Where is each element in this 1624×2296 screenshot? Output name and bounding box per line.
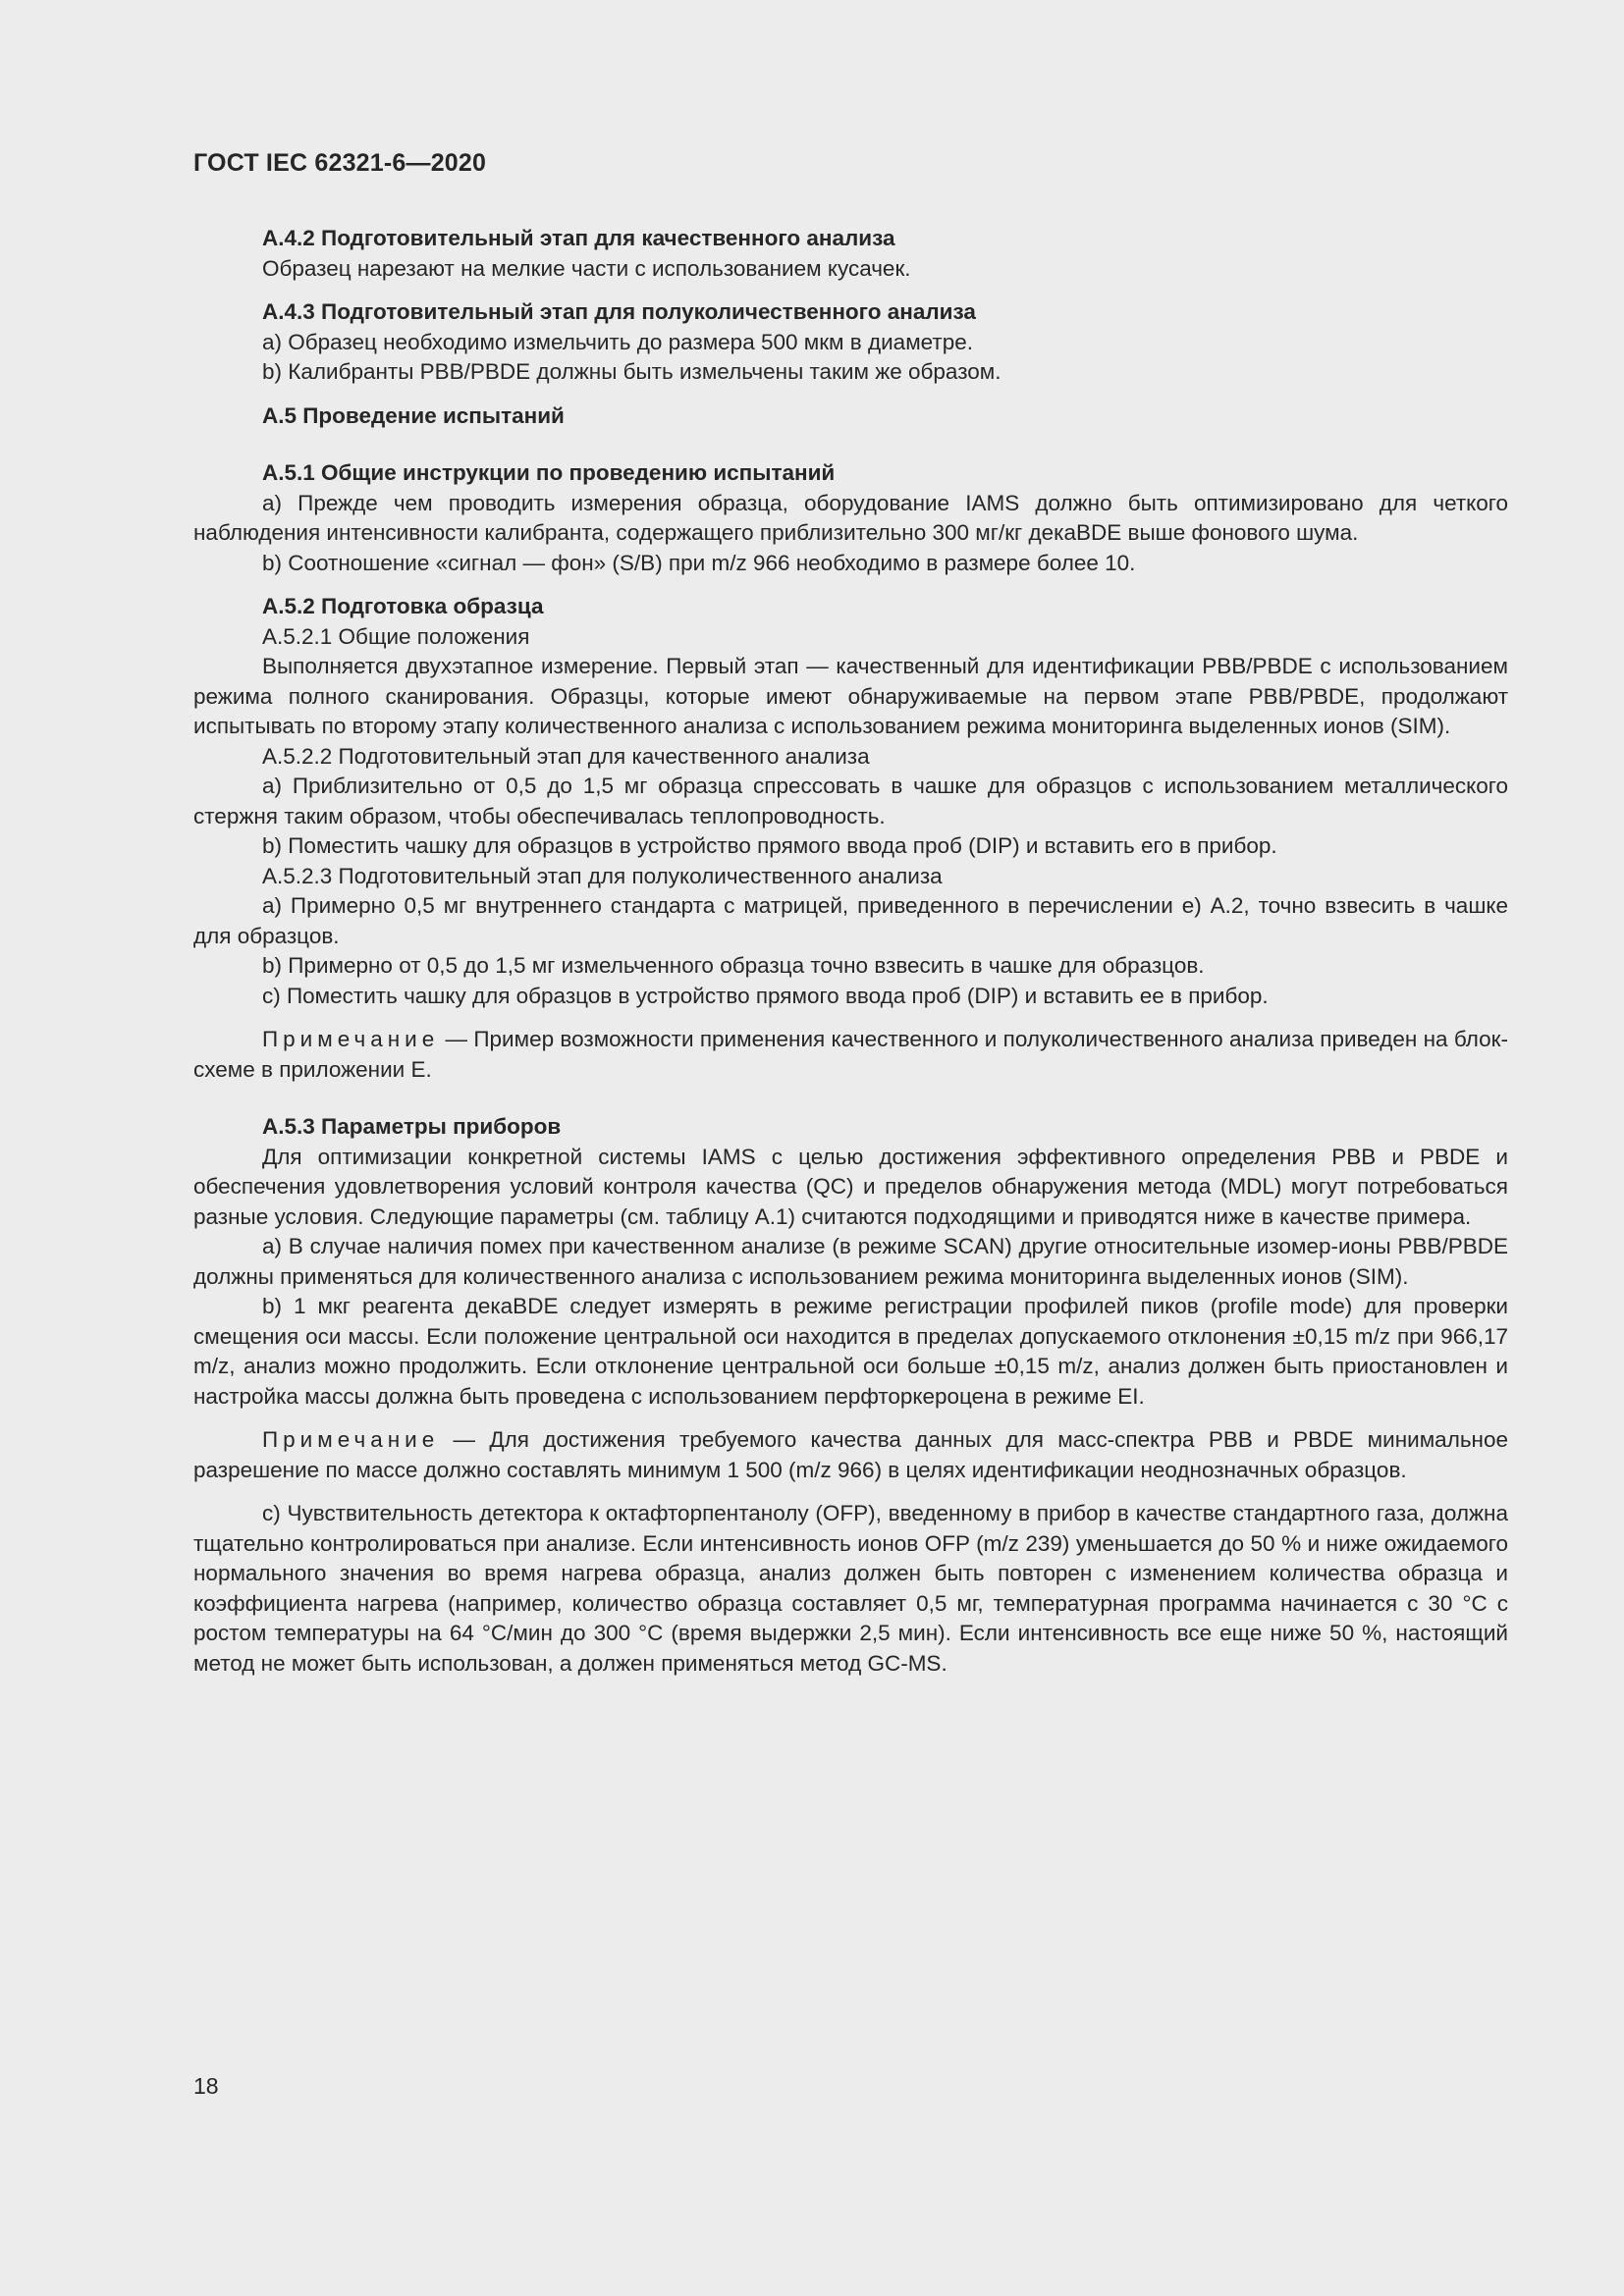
section-a522-item-b: b) Поместить чашку для образцов в устройство прямого ввода проб (DIP) и вставить его в прибор. — [262, 833, 1277, 858]
section-a523-title: А.5.2.3 Подготовительный этап для полуколичественного анализа — [262, 863, 943, 888]
section-a523-item-c: с) Поместить чашку для образцов в устройство прямого ввода проб (DIP) и вставить ее в прибор. — [262, 983, 1269, 1008]
note-2-label: Примечание — [262, 1427, 440, 1452]
section-a523-item-b: b) Примерно от 0,5 до 1,5 мг измельченного образца точно взвесить в чашке для образцов. — [262, 953, 1205, 978]
section-a52-title: А.5.2 Подготовка образца — [262, 594, 544, 618]
section-a53-item-a: а) В случае наличия помех при качественном анализе (в режиме SCAN) другие относительные изомер-ионы PBB/PBDE должны применяться для количественного анализа с использованием режима мониторинга выделенных ионов (SIM). — [193, 1234, 1508, 1289]
section-a5-title: А.5 Проведение испытаний — [262, 402, 565, 428]
section-a53-item-b: b) 1 мкг реагента декаBDE следует измерять в режиме регистрации профилей пиков (profile mode) для проверки смещения оси массы. Если положение центральной оси находится в пределах допускаемого отклонения ±0,15 m/z при 966,17 m/z, анализ можно продолжить. Если отклонение центральной оси больше ±0,15 m/z, анализ должен быть приостановлен и настройка массы должна быть проведена с использованием перфторкероцена в режиме EI. — [193, 1294, 1508, 1409]
section-a53-title: А.5.3 Параметры приборов — [262, 1114, 562, 1139]
section-a43-title: А.4.3 Подготовительный этап для полуколичественного анализа — [262, 299, 976, 324]
section-a53-text: Для оптимизации конкретной системы IAMS с целью достижения эффективного определения PBB и PBDE и обеспечения удовлетворения условий контроля качества (QC) и пределов обнаружения метода (MDL) могут потребоваться разные условия. Следующие параметры (см. таблицу А.1) считаются подходящими и приводятся ниже в качестве примера. — [193, 1144, 1508, 1229]
note-2-text: — Для достижения требуемого качества данных для масс-спектра PBB и PBDE минимальное разрешение по массе должно составлять минимум 1 500 (m/z 966) в целях идентификации неоднозначных образцов. — [193, 1427, 1508, 1482]
section-a522-item-a: а) Приблизительно от 0,5 до 1,5 мг образца спрессовать в чашке для образцов с использованием металлического стержня таким образом, чтобы обеспечивалась теплопроводность. — [193, 774, 1508, 828]
note-1-label: Примечание — [262, 1027, 440, 1051]
section-a51-title: А.5.1 Общие инструкции по проведению испытаний — [262, 460, 836, 485]
document-code-header: ГОСТ IEC 62321-6—2020 — [193, 149, 487, 177]
page-number: 18 — [193, 2073, 219, 2099]
note-1 — [193, 1025, 1508, 1085]
section-a42-text: Образец нарезают на мелкие части с использованием кусачек. — [262, 255, 911, 281]
note-2 — [193, 1425, 1508, 1485]
note-1-text: — Пример возможности применения качественного и полуколичественного анализа приведен на блок-схеме в приложении Е. — [193, 1027, 1508, 1082]
section-a42-title: А.4.2 Подготовительный этап для качественного анализа — [262, 226, 895, 250]
section-a43-item-b: b) Калибранты PBB/PBDE должны быть измельчены таким же образом. — [262, 359, 1001, 384]
section-a43-item-a: а) Образец необходимо измельчить до размера 500 мкм в диаметре. — [262, 329, 974, 354]
section-a522-title: А.5.2.2 Подготовительный этап для качественного анализа — [262, 743, 870, 769]
section-a521-text: Выполняется двухэтапное измерение. Первый этап — качественный для идентификации PBB/PBDE с использованием режима полного сканирования. Образцы, которые имеют обнаруживаемые на первом этапе PBB/PBDE, продолжают испытывать по второму этапу количественного анализа с использованием режима мониторинга выделенных ионов (SIM). — [193, 654, 1508, 738]
section-a51-item-a: а) Прежде чем проводить измерения образца, оборудование IAMS должно быть оптимизировано для четкого наблюдения интенсивности калибранта, содержащего приблизительно 300 мг/кг декаBDE выше фонового шума. — [193, 490, 1508, 545]
document-body — [193, 224, 1508, 1679]
section-a521-title: А.5.2.1 Общие положения — [262, 623, 530, 649]
section-a53-item-c: с) Чувствительность детектора к октафторпентанолу (OFP), введенному в прибор в качестве стандартного газа, должна тщательно контролироваться при анализе. Если интенсивность ионов OFP (m/z 239) уменьшается до 50 % и ниже ожидаемого нормального значения во время нагрева образца, анализ должен быть повторен с изменением количества образца и коэффициента нагрева (например, количество образца составляет 0,5 мг, температурная программа начинается с 30 °С с ростом температуры на 64 °С/мин до 300 °С (время выдержки 2,5 мин). Если интенсивность все еще ниже 50 %, настоящий метод не может быть использован, а должен применяться метод GC-MS. — [193, 1501, 1508, 1676]
section-a523-item-a: а) Примерно 0,5 мг внутреннего стандарта с матрицей, приведенного в перечислении е) А.2, точно взвесить в чашке для образцов. — [193, 893, 1508, 948]
section-a51-item-b: b) Соотношение «сигнал — фон» (S/B) при m/z 966 необходимо в размере более 10. — [262, 550, 1136, 575]
